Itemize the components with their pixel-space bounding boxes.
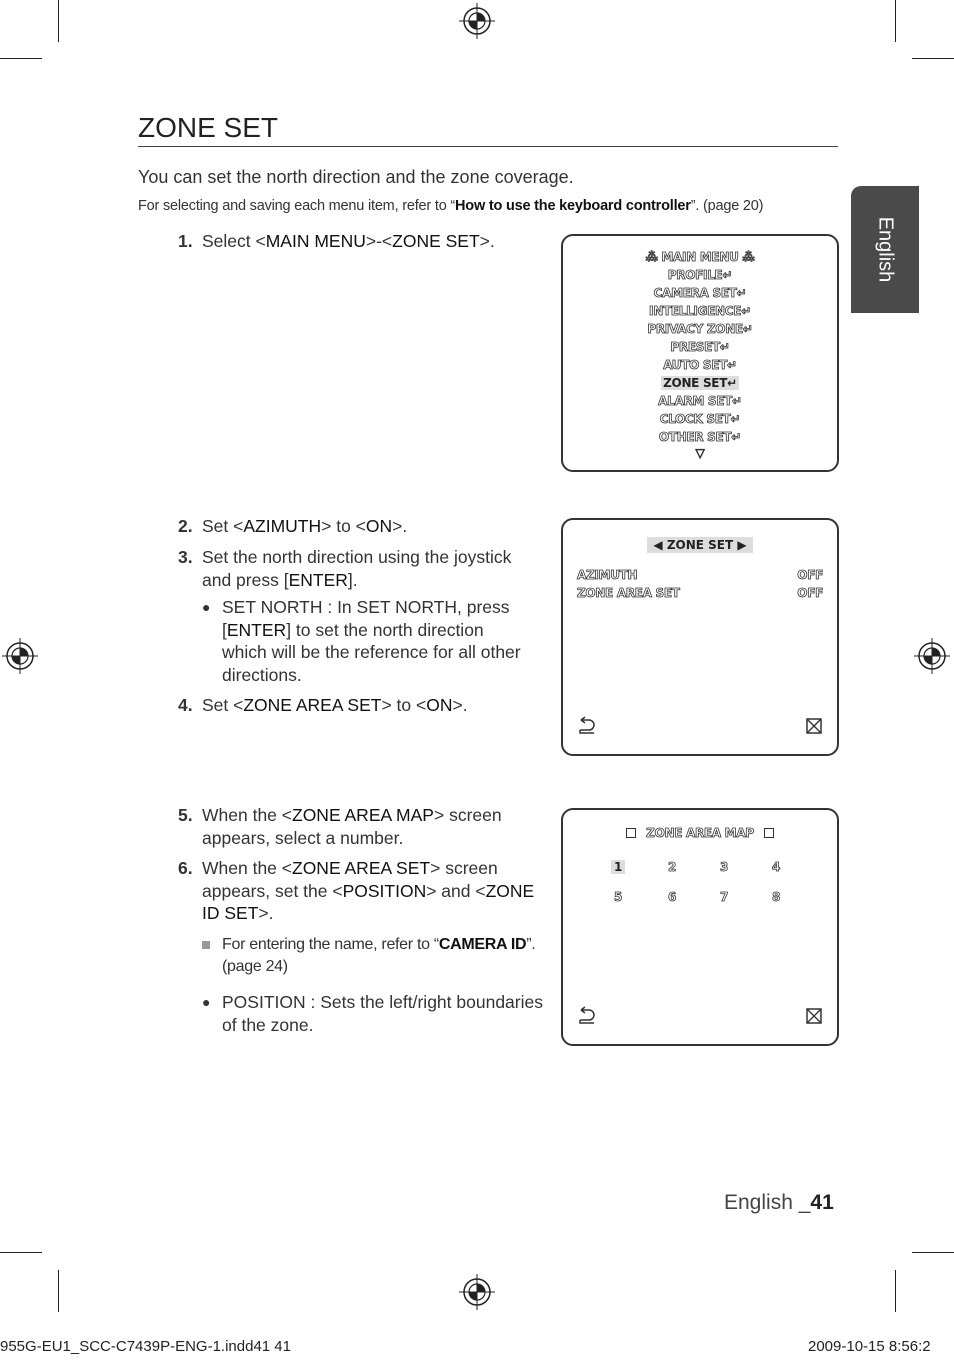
position-bullet: ● POSITION : Sets the left/right boundaries of the zone.	[202, 992, 543, 1035]
menu-item-profile[interactable]: PROFILE↵	[667, 268, 733, 282]
set-north-bullet: ● SET NORTH : In SET NORTH, press [ENTER] to set the north direction which will be the reference for all other directions.	[202, 597, 521, 685]
footer-timestamp: 2009-10-15 8:56:2	[808, 1338, 931, 1355]
crop-mark	[58, 0, 59, 42]
footer-file-info: 955G-EU1_SCC-C7439P-ENG-1.indd41 41	[0, 1338, 291, 1355]
exit-icon[interactable]	[806, 718, 822, 734]
right-arrow-icon[interactable]: ▶	[737, 538, 747, 552]
title-divider	[138, 146, 838, 147]
zone-number-3[interactable]: 3	[720, 860, 729, 874]
zone-number-6[interactable]: 6	[668, 890, 677, 904]
camera-id-note: For entering the name, refer to “CAMERA ID”. (page 24)	[202, 934, 547, 978]
crop-mark	[912, 1252, 954, 1253]
menu-item-auto-set[interactable]: AUTO SET↵	[663, 358, 737, 372]
menu-item-zone-set[interactable]: ZONE SET↵	[663, 376, 737, 390]
menu-item-alarm-set[interactable]: ALARM SET↵	[658, 394, 742, 408]
step-5: 5. When the <ZONE AREA MAP> screen appears, select a number.	[178, 805, 502, 848]
zone-number-8[interactable]: 8	[772, 890, 781, 904]
return-icon[interactable]	[577, 716, 597, 736]
menu-item-intelligence[interactable]: INTELLIGENCE↵	[649, 304, 751, 318]
reference-note: For selecting and saving each menu item, refer to “How to use the keyboard controller”. (page 20)	[138, 198, 764, 214]
menu-item-clock-set[interactable]: CLOCK SET↵	[659, 412, 741, 426]
zone-set-title: ZONE SET	[666, 538, 734, 552]
crop-mark	[912, 58, 954, 59]
zone-number-7[interactable]: 7	[720, 890, 729, 904]
menu-title: ⁂ MAIN MENU ⁂	[645, 250, 755, 264]
registration-mark-icon	[459, 3, 495, 39]
zone-area-set-label[interactable]: ZONE AREA SET	[577, 586, 680, 600]
step-2: 2. Set <AZIMUTH> to <ON>.	[178, 516, 408, 536]
step-3: 3. Set the north direction using the joystick and press [ENTER].	[178, 547, 512, 590]
azimuth-value[interactable]: OFF	[797, 568, 823, 582]
menu-item-preset[interactable]: PRESET↵	[670, 340, 730, 354]
step-6: 6. When the <ZONE AREA SET> screen appears, set the <POSITION> and <ZONE ID SET>.	[178, 858, 535, 923]
reference-link: How to use the keyboard controller	[455, 198, 691, 214]
zone-marker-icon	[626, 828, 636, 838]
zone-number-5[interactable]: 5	[614, 890, 623, 904]
menu-item-camera-set[interactable]: CAMERA SET↵	[653, 286, 747, 300]
registration-mark-icon	[2, 638, 38, 674]
zone-set-screen	[561, 518, 839, 756]
registration-mark-icon	[459, 1274, 495, 1310]
zone-number-4[interactable]: 4	[772, 860, 781, 874]
language-side-tab-label: English	[874, 216, 897, 283]
zone-marker-icon	[764, 828, 774, 838]
step-1: 1. Select <MAIN MENU>-<ZONE SET>.	[178, 231, 495, 251]
crop-mark	[895, 1270, 896, 1312]
page-title: ZONE SET	[138, 112, 279, 143]
crop-mark	[58, 1270, 59, 1312]
menu-item-other-set[interactable]: OTHER SET↵	[658, 430, 742, 444]
zone-number-1[interactable]: 1	[611, 860, 625, 874]
more-down-icon[interactable]: ▽	[695, 446, 705, 460]
exit-icon[interactable]	[806, 1008, 822, 1024]
page-number: English _41	[724, 1191, 834, 1214]
main-menu-screen	[561, 234, 839, 472]
zone-area-set-value[interactable]: OFF	[797, 586, 823, 600]
crop-mark	[0, 1252, 42, 1253]
return-icon[interactable]	[577, 1006, 597, 1026]
menu-item-privacy-zone[interactable]: PRIVACY ZONE↵	[647, 322, 753, 336]
left-arrow-icon[interactable]: ◀	[653, 538, 663, 552]
intro-text: You can set the north direction and the zone coverage.	[138, 167, 574, 187]
zone-area-map-screen	[561, 808, 839, 1046]
azimuth-label[interactable]: AZIMUTH	[577, 568, 638, 582]
crop-mark	[895, 0, 896, 42]
zone-area-map-title: ZONE AREA MAP	[646, 826, 754, 840]
registration-mark-icon	[914, 638, 950, 674]
step-4: 4. Set <ZONE AREA SET> to <ON>.	[178, 695, 468, 715]
zone-number-2[interactable]: 2	[668, 860, 677, 874]
crop-mark	[0, 58, 42, 59]
